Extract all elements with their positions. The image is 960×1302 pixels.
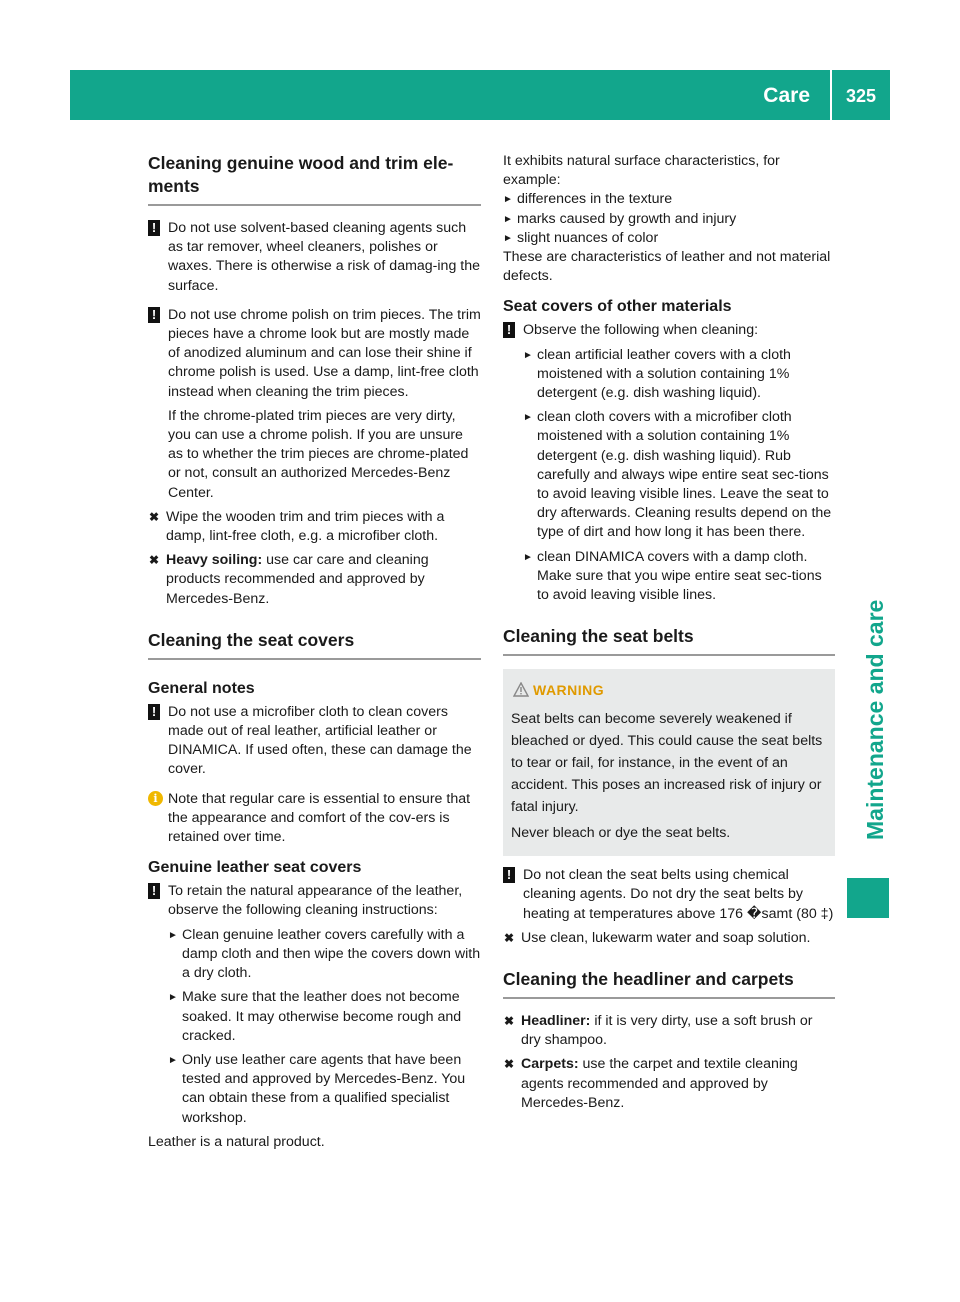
instruction-step	[503, 1012, 835, 1050]
warning-label: WARNING	[533, 682, 605, 699]
exclamation-icon: !	[148, 220, 160, 236]
heading-seat-belts: Cleaning the seat belts	[503, 625, 835, 656]
warning-text: Seat belts can become severely weakened if bleached or dyed. This could cause the seat belts to tear or fail, for instance, in the event of an accident. This poses an increased risk of injury or fatal injury.	[511, 711, 823, 816]
step-text: if it is very dirty, use a soft brush or dry shampoo.	[521, 1013, 813, 1049]
subheading-general-notes: General notes	[148, 679, 255, 697]
note-text: Do not use chrome polish on trim pieces. The trim pieces have a chrome look but are mostly made of anodized aluminum and can lose their shine if chrome polish is used. Use a damp, lint-free cloth instead when cleaning the trim pieces.	[168, 306, 481, 400]
step-text: Wipe the wooden trim and trim pieces with a damp, lint-free cloth, e.g. a microfiber cloth.	[166, 508, 445, 545]
heading-headliner-carpets: Cleaning the headliner and carpets	[503, 968, 835, 999]
warning-title	[511, 680, 827, 700]
step-label: Headliner:	[521, 1013, 591, 1030]
info-icon: i	[148, 791, 163, 806]
arrow-icon: ✖	[504, 930, 515, 945]
warning-triangle-icon	[513, 682, 529, 697]
list-item	[503, 229, 835, 248]
warning-text: Never bleach or dye the seat belts.	[511, 825, 731, 842]
bullet-icon: ►	[523, 551, 533, 563]
note-text: If the chrome-plated trim pieces are very dirty, you can use a chrome polish. If you are unsure as to whether the trim pieces are chrome-plated or not, consult an authorized Mercedes-Benz Center.	[168, 407, 469, 501]
arrow-icon: ✖	[504, 1057, 515, 1072]
note-text: Do not clean the seat belts using chemical cleaning agents. Do not dry the seat belts by heating at temperatures above 176 �samt (80 ‡)	[523, 867, 834, 922]
warning-box	[503, 669, 835, 856]
header-divider	[830, 70, 832, 120]
list-item-text: slight nuances of color	[517, 229, 659, 246]
header-bar	[70, 70, 890, 120]
list-item	[503, 210, 835, 229]
bullet-icon: ►	[168, 1054, 178, 1066]
step-label: Carpets:	[521, 1056, 579, 1073]
list-item	[168, 926, 481, 984]
list-item-text: Only use leather care agents that have been tested and approved by Mercedes-Benz. You can obtain these from a qualified specialist workshop.	[182, 1051, 466, 1126]
list-item-text: differences in the texture	[517, 191, 673, 208]
exclamation-icon: !	[503, 322, 515, 338]
subheading-other-materials: Seat covers of other materials	[503, 298, 732, 316]
instruction-step	[148, 508, 481, 546]
exclamation-icon: !	[148, 307, 160, 323]
caution-note	[148, 882, 481, 920]
caution-note	[503, 321, 835, 340]
list-item-text: marks caused by growth and injury	[517, 210, 737, 227]
right-column	[503, 152, 835, 1113]
list-item-text: clean artificial leather covers with a cloth moistened with a solution containing 1% detergent (e.g. dish washing liquid).	[537, 346, 791, 402]
closing-text: Leather is a natural product.	[148, 1133, 325, 1150]
caution-note	[148, 306, 481, 402]
caution-note	[148, 219, 481, 296]
arrow-icon: ✖	[504, 1014, 515, 1029]
instruction-step	[503, 929, 835, 948]
list-item	[523, 548, 835, 606]
step-label: Heavy soiling:	[166, 552, 263, 569]
bullet-icon: ►	[503, 194, 513, 206]
note-text: Observe the following when cleaning:	[523, 322, 759, 339]
instruction-step	[503, 1055, 835, 1113]
instruction-step	[148, 551, 481, 609]
side-chapter-label: Maintenance and care	[862, 599, 888, 840]
side-chapter-marker	[847, 878, 889, 918]
step-text: use car care and cleaning products recommended and approved by Mercedes-Benz.	[166, 552, 429, 607]
arrow-icon: ✖	[149, 509, 160, 524]
caution-note	[503, 866, 835, 924]
exclamation-icon: !	[503, 867, 515, 883]
heading-wood: Cleaning genuine wood and trim ele- ments	[148, 152, 481, 206]
list-item-text: Clean genuine leather covers carefully with a damp cloth and then wipe the covers down with a dry cloth.	[182, 926, 481, 982]
list-item	[168, 988, 481, 1046]
bullet-icon: ►	[168, 992, 178, 1004]
body-text: These are characteristics of leather and not material defects.	[503, 249, 831, 285]
section-title: Care	[763, 84, 810, 107]
heading-seat-covers: Cleaning the seat covers	[148, 629, 481, 660]
bullet-icon: ►	[523, 349, 533, 361]
exclamation-icon: !	[148, 883, 160, 899]
note-text: Do not use a microfiber cloth to clean covers made out of real leather, artificial leather or DINAMICA. If used often, these can damage the cover.	[168, 703, 472, 778]
note-text: Do not use solvent-based cleaning agents such as tar remover, wheel cleaners, polishes or waxes. There is otherwise a risk of damag-ing the surface.	[168, 220, 481, 294]
list-item-text: clean cloth covers with a microfiber cloth moistened with a solution containing 1% detergent (e.g. dish washing liquid). Rub carefully and always wipe entire seat sec-tions to avoid leaving visible lines. Leave the seat to dry afterwards. Cleaning results depend on the type of dirt and how long it has been there.	[537, 409, 832, 541]
bullet-icon: ►	[168, 929, 178, 941]
left-column	[148, 152, 481, 1152]
bullet-icon: ►	[503, 232, 513, 244]
arrow-icon: ✖	[149, 553, 160, 568]
exclamation-icon: !	[148, 704, 160, 720]
caution-note	[148, 703, 481, 780]
intro-text: It exhibits natural surface characteristics, for example:	[503, 153, 780, 189]
list-item	[168, 1051, 481, 1128]
subheading-leather: Genuine leather seat covers	[148, 859, 362, 877]
note-text: Note that regular care is essential to ensure that the appearance and comfort of the cov-ers is retained over time.	[168, 790, 471, 846]
step-text: Use clean, lukewarm water and soap solution.	[521, 929, 811, 946]
note-text: To retain the natural appearance of the leather, observe the following cleaning instructions:	[168, 883, 463, 919]
list-item	[523, 346, 835, 404]
list-item-text: Make sure that the leather does not become soaked. It may otherwise become rough and cracked.	[182, 989, 462, 1044]
list-item	[503, 190, 835, 209]
bullet-icon: ►	[503, 213, 513, 225]
step-text: use the carpet and textile cleaning agents recommended and approved by Mercedes-Benz.	[521, 1056, 798, 1111]
page-number: 325	[845, 86, 877, 106]
bullet-icon: ►	[523, 412, 533, 424]
list-item-text: clean DINAMICA covers with a damp cloth. Make sure that you wipe entire seat sec-tions to avoid leaving visible lines.	[537, 548, 822, 604]
list-item	[523, 408, 835, 542]
info-note	[148, 790, 481, 848]
